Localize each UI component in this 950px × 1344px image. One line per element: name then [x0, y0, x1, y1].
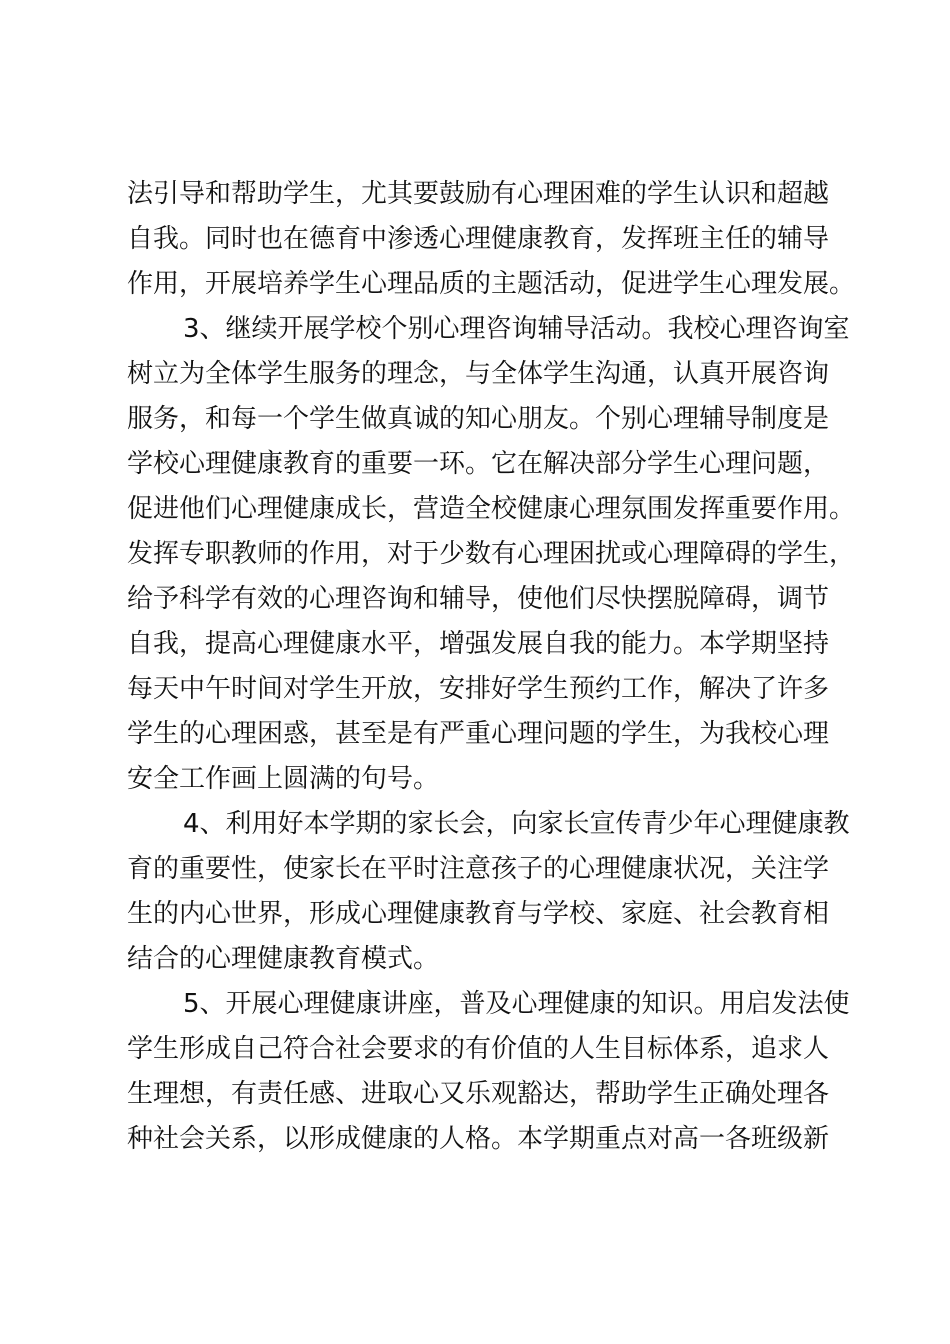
text-line: 3、继续开展学校个别心理咨询辅导活动。我校心理咨询室: [183, 314, 850, 344]
text-line: 每天中午时间对学生开放，安排好学生预约工作，解决了许多: [127, 674, 830, 704]
text-line: 种社会关系，以形成健康的人格。本学期重点对高一各班级新: [127, 1124, 830, 1154]
text-line: 安全工作画上圆满的句号。: [127, 764, 440, 794]
text-line: 树立为全体学生服务的理念，与全体学生沟通，认真开展咨询: [127, 359, 830, 389]
text-line: 促进他们心理健康成长，营造全校健康心理氛围发挥重要作用。: [127, 494, 856, 524]
text-line: 育的重要性，使家长在平时注意孩子的心理健康状况，关注学: [127, 854, 830, 884]
text-line: 5、开展心理健康讲座，普及心理健康的知识。用启发法使: [183, 989, 850, 1019]
text-line: 结合的心理健康教育模式。: [127, 944, 440, 974]
body-text: [127, 172, 856, 1162]
text-line: 服务，和每一个学生做真诚的知心朋友。个别心理辅导制度是: [127, 404, 830, 434]
text-line: 4、利用好本学期的家长会，向家长宣传青少年心理健康教: [183, 809, 850, 839]
text-line: 发挥专职教师的作用，对于少数有心理困扰或心理障碍的学生，: [127, 539, 856, 569]
text-line: 自我，提高心理健康水平，增强发展自我的能力。本学期坚持: [127, 629, 830, 659]
text-line: 生理想，有责任感、进取心又乐观豁达，帮助学生正确处理各: [127, 1079, 830, 1109]
text-line: 学生的心理困惑，甚至是有严重心理问题的学生，为我校心理: [127, 719, 830, 749]
text-line: 作用，开展培养学生心理品质的主题活动，促进学生心理发展。: [127, 269, 856, 299]
text-line: 自我。同时也在德育中渗透心理健康教育，发挥班主任的辅导: [127, 224, 830, 254]
text-line: 法引导和帮助学生，尤其要鼓励有心理困难的学生认识和超越: [127, 179, 830, 209]
text-line: 学生形成自己符合社会要求的有价值的人生目标体系，追求人: [127, 1034, 830, 1064]
text-line: 学校心理健康教育的重要一环。它在解决部分学生心理问题，: [127, 449, 830, 479]
text-line: 给予科学有效的心理咨询和辅导，使他们尽快摆脱障碍，调节: [127, 584, 830, 614]
text-line: 生的内心世界，形成心理健康教育与学校、家庭、社会教育相: [127, 899, 830, 929]
